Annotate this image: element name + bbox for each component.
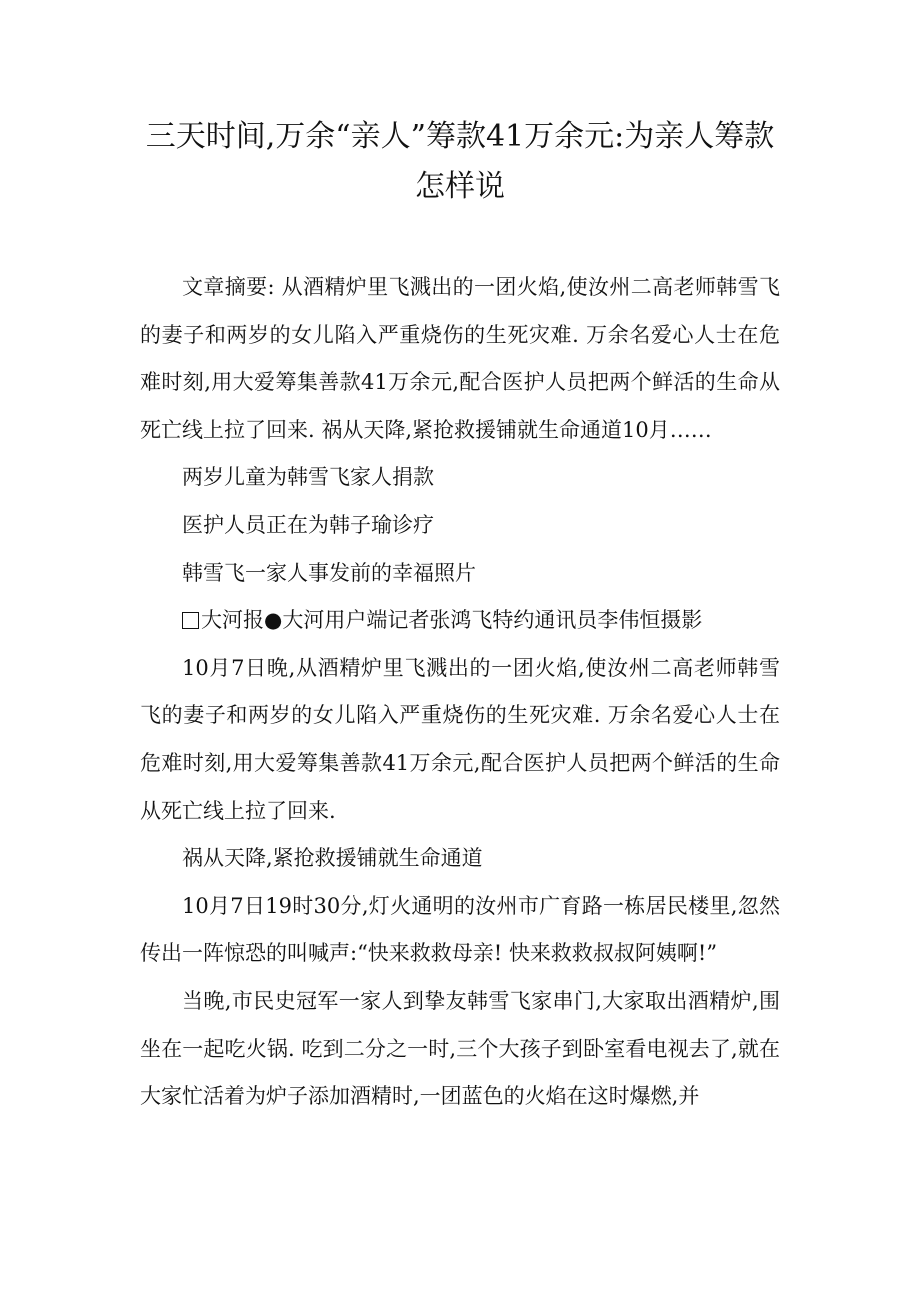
photo-caption-family: 韩雪飞一家人事发前的幸福照片	[182, 560, 476, 585]
page-title: 三天时间,万余“亲人”筹款41万余元:为亲人筹款怎样说	[145, 119, 775, 204]
byline-text: 大河报●大河用户端记者张鸿飞特约通讯员李伟恒摄影	[201, 608, 703, 633]
body-paragraph: 当晚,市民史冠军一家人到挚友韩雪飞家串门,大家取出酒精炉,围坐在一起吃火锅. 吃到二分之一时,三个大孩子到卧室看电视去了,就在大家忙活着为炉子添加酒精时,一团蓝色的火焰在这时爆燃,并	[140, 988, 780, 1109]
byline-paragraph	[140, 597, 780, 645]
body-paragraph: 10月7日19时30分,灯火通明的汝州市广育路一栋居民楼里,忽然传出一阵惊恐的叫喊声:“快来救救母亲! 快来救救叔叔阿姨啊!”	[140, 893, 780, 966]
box-icon	[182, 612, 199, 629]
article-body	[140, 264, 780, 1121]
photo-caption-donation: 两岁儿童为韩雪飞家人捐款	[182, 465, 434, 490]
photo-caption-treatment: 医护人员正在为韩子瑜诊疗	[182, 512, 434, 537]
abstract-paragraph: 文章摘要: 从酒精炉里飞溅出的一团火焰,使汝州二高老师韩雪飞的妻子和两岁的女儿陷入严重烧伤的生死灾难. 万余名爱心人士在危难时刻,用大爱筹集善款41万余元,配合医护人员把两个鲜活的生命从死亡线上拉了回来. 祸从天降,紧抢救援铺就生命通道10月……	[140, 275, 780, 442]
body-paragraph: 10月7日晚,从酒精炉里飞溅出的一团火焰,使汝州二高老师韩雪飞的妻子和两岁的女儿陷入严重烧伤的生死灾难. 万余名爱心人士在危难时刻,用大爱筹集善款41万余元,配合医护人员把两个鲜活的生命从死亡线上拉了回来.	[140, 655, 780, 823]
section-heading: 祸从天降,紧抢救援铺就生命通道	[182, 846, 483, 871]
